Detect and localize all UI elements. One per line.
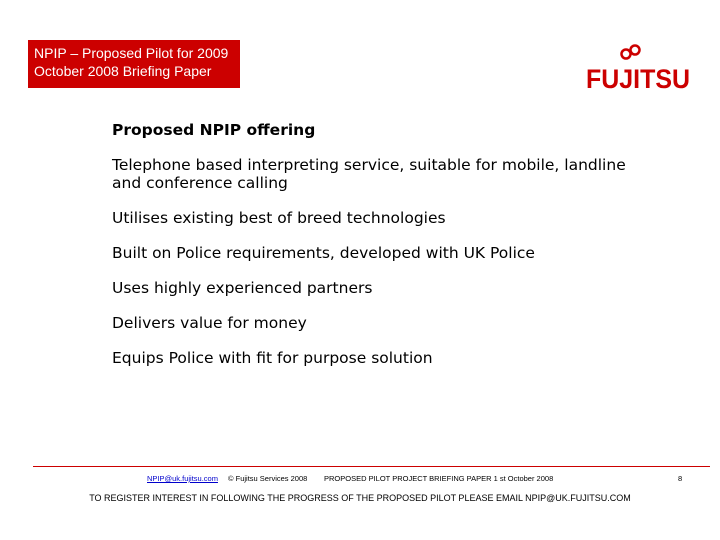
main-content	[112, 121, 672, 384]
list-item: Built on Police requirements, developed with UK Police	[112, 244, 535, 262]
page-number: 8	[678, 474, 683, 483]
document-title-box	[28, 40, 240, 88]
footer-divider	[33, 466, 710, 467]
section-heading: Proposed NPIP offering	[112, 121, 316, 139]
list-item: Delivers value for money	[112, 314, 307, 332]
list-item	[112, 156, 672, 192]
document-title-line1: NPIP – Proposed Pilot for 2009	[34, 45, 229, 61]
list-item: Equips Police with fit for purpose solution	[112, 349, 433, 367]
document-title-line2: October 2008 Briefing Paper	[34, 63, 212, 79]
footer-paper-title: PROPOSED PILOT PROJECT BRIEFING PAPER 1 st October 2008	[324, 474, 554, 483]
footer-copyright: © Fujitsu Services 2008	[228, 474, 308, 483]
fujitsu-logo	[586, 44, 690, 98]
list-item-line: and conference calling	[112, 174, 288, 192]
list-item-line: Telephone based interpreting service, suitable for mobile, landline	[112, 156, 626, 174]
svg-text:FUJITSU: FUJITSU	[586, 64, 690, 94]
footer-email-link[interactable]: NPIP@uk.fujitsu.com	[147, 474, 218, 483]
register-notice: TO REGISTER INTEREST IN FOLLOWING THE PROGRESS OF THE PROPOSED PILOT PLEASE EMAIL NPIP@UK.FUJITSU.COM	[89, 493, 631, 503]
list-item: Uses highly experienced partners	[112, 279, 373, 297]
list-item: Utilises existing best of breed technologies	[112, 209, 446, 227]
